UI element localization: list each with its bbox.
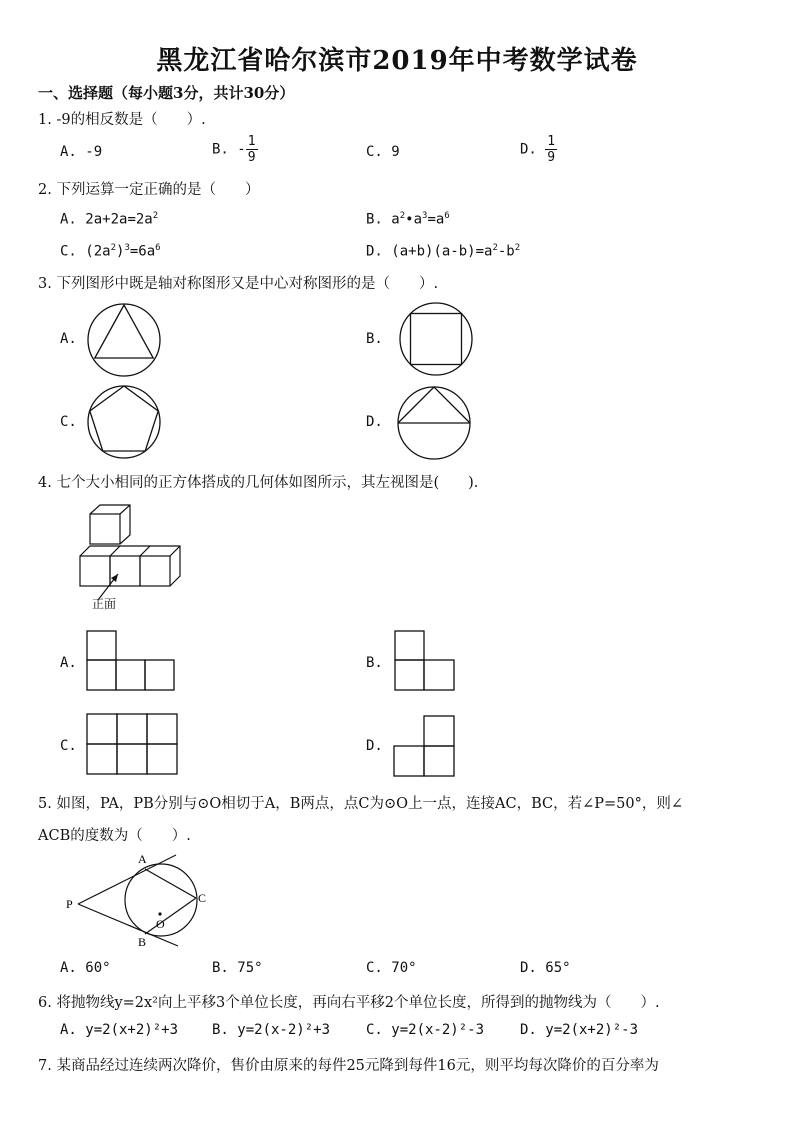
left-view-a-figure xyxy=(86,630,176,692)
circle-with-chord-triangle-figure xyxy=(396,385,472,461)
expr: 2a+2a=2a xyxy=(85,211,153,228)
option-text: 70° xyxy=(391,960,417,976)
front-label: 正面 xyxy=(92,597,117,611)
question-3-stem: 3. 下列图形中既是轴对称图形又是中心对称图形的是（ ）. xyxy=(38,276,439,292)
option-label: B. xyxy=(212,141,229,158)
expr: ) xyxy=(116,243,125,260)
q5-option-d[interactable] xyxy=(520,960,571,976)
exponent: 6 xyxy=(155,243,161,253)
exponent: 2 xyxy=(399,211,406,221)
exponent: 6 xyxy=(444,211,450,221)
point-p-label: P xyxy=(66,897,73,911)
q2-option-b[interactable] xyxy=(366,211,450,228)
q5-option-a[interactable] xyxy=(60,960,111,976)
q3-option-a-label[interactable]: A. xyxy=(60,331,77,347)
option-text: 75° xyxy=(237,960,263,976)
fraction xyxy=(545,134,557,165)
section-heading: 一、选择题（每小题3分，共计30分） xyxy=(38,84,295,102)
expr: a xyxy=(391,211,400,228)
point-b-label: B xyxy=(138,935,147,949)
q1-option-c[interactable] xyxy=(366,144,400,160)
q6-option-d[interactable]: D. y=2(x+2)²-3 xyxy=(520,1022,639,1038)
option-label: A. xyxy=(60,144,77,160)
q4-option-a-label[interactable]: A. xyxy=(60,655,77,671)
left-view-b-figure xyxy=(394,630,456,692)
denominator: 9 xyxy=(247,150,256,165)
option-text: -9 xyxy=(85,144,103,160)
exponent: 2 xyxy=(110,243,117,253)
option-text: 65° xyxy=(545,960,571,976)
option-label: D. xyxy=(520,141,537,158)
question-5-stem-line1: 5. 如图，PA，PB分别与⊙O相切于A，B两点，点C为⊙O上一点，连接AC，BC，若∠P=50°，则∠ xyxy=(38,796,684,812)
circle-inscribed-square-figure xyxy=(398,301,474,377)
q5-option-b[interactable] xyxy=(212,960,263,976)
tangent-circle-figure xyxy=(66,852,216,948)
expr: =a xyxy=(427,211,445,228)
option-label: C. xyxy=(366,144,383,160)
point-c-label: C xyxy=(198,891,207,905)
point-a-label: A xyxy=(138,852,147,866)
option-label: A. xyxy=(60,960,77,976)
option-label: A. xyxy=(60,211,77,228)
point-o-label: O xyxy=(156,917,165,931)
fraction xyxy=(246,134,258,165)
expr: (a+b)(a-b)=a xyxy=(391,243,493,260)
question-7-stem: 7. 某商品经过连续两次降价，售价由原来的每件25元降到每件16元，则平均每次降价的百分率为 xyxy=(38,1058,659,1074)
minus-sign: - xyxy=(237,141,246,158)
denominator: 9 xyxy=(547,150,556,165)
q5-option-c[interactable] xyxy=(366,960,417,976)
option-label: D. xyxy=(520,960,537,976)
expr: -b xyxy=(497,243,515,260)
q4-option-c-label[interactable]: C. xyxy=(60,738,77,754)
expr: =6a xyxy=(129,243,156,260)
question-5-stem-line2: ACB的度数为（ ）. xyxy=(38,828,191,844)
q2-option-d[interactable] xyxy=(366,243,520,260)
exponent: 3 xyxy=(124,243,130,253)
circle-inscribed-triangle-figure xyxy=(86,302,162,378)
q3-option-b-label[interactable]: B. xyxy=(366,331,383,347)
left-view-c-figure xyxy=(86,713,178,775)
option-label: B. xyxy=(212,960,229,976)
q1-option-a[interactable] xyxy=(60,144,102,160)
q6-option-c[interactable]: C. y=2(x-2)²-3 xyxy=(366,1022,485,1038)
exponent: 2 xyxy=(514,243,521,253)
q2-option-a[interactable] xyxy=(60,211,158,228)
exponent: 3 xyxy=(422,211,428,221)
q1-option-d[interactable] xyxy=(520,134,557,165)
q6-option-b[interactable]: B. y=2(x-2)²+3 xyxy=(212,1022,331,1038)
left-view-d-figure xyxy=(393,715,455,777)
q6-option-a[interactable]: A. y=2(x+2)²+3 xyxy=(60,1022,179,1038)
expr: (2a xyxy=(85,243,111,260)
q4-option-d-label[interactable]: D. xyxy=(366,738,383,754)
expr: •a xyxy=(405,211,423,228)
q4-option-b-label[interactable]: B. xyxy=(366,655,383,671)
circle-inscribed-pentagon-figure xyxy=(86,384,162,460)
option-label: D. xyxy=(366,243,383,260)
question-2-stem: 2. 下列运算一定正确的是（ ） xyxy=(38,182,260,198)
numerator: 1 xyxy=(247,134,256,149)
question-6-stem: 6. 将抛物线y=2x²向上平移3个单位长度，再向右平移2个单位长度，所得到的抛物线为（ ）. xyxy=(38,995,660,1011)
q1-option-b[interactable] xyxy=(212,134,258,165)
option-label: C. xyxy=(60,243,77,260)
numerator: 1 xyxy=(547,134,556,149)
q3-option-c-label[interactable]: C. xyxy=(60,414,77,430)
exponent: 2 xyxy=(152,211,159,221)
exponent: 2 xyxy=(492,243,498,253)
option-label: B. xyxy=(366,211,383,228)
question-4-stem: 4. 七个大小相同的正方体搭成的几何体如图所示，其左视图是( ). xyxy=(38,475,479,491)
q2-option-c[interactable] xyxy=(60,243,161,260)
option-label: C. xyxy=(366,960,383,976)
q3-option-d-label[interactable]: D. xyxy=(366,414,383,430)
page-title: 黑龙江省哈尔滨市2019年中考数学试卷 xyxy=(156,46,638,76)
option-text: 9 xyxy=(391,144,400,160)
question-1-stem: 1. -9的相反数是（ ）. xyxy=(38,112,206,128)
option-text: 60° xyxy=(85,960,111,976)
